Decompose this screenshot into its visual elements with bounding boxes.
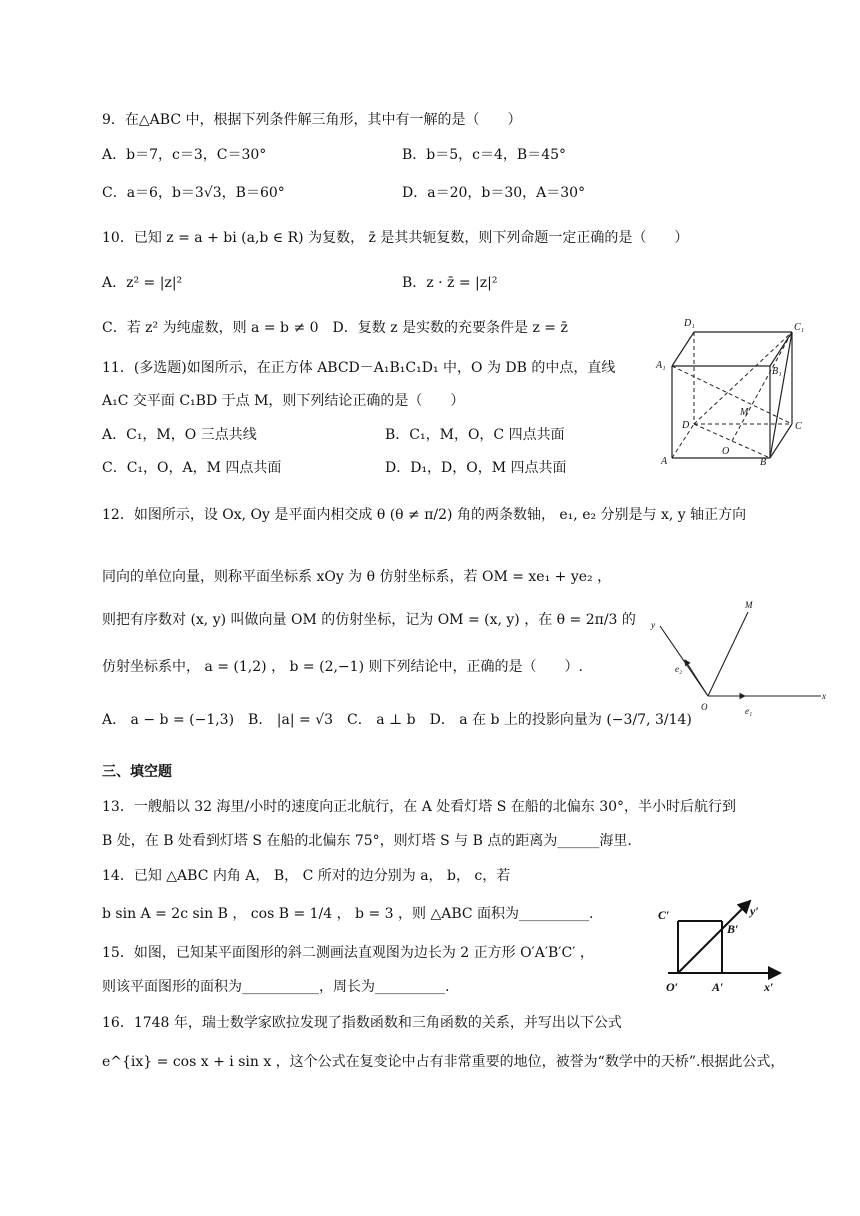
cube-label-c1: C₁: [794, 322, 805, 333]
affine-label-o: O: [701, 702, 708, 712]
q9-option-d: D．a＝20，b＝30，A＝30°: [402, 185, 586, 201]
q13-line2: B 处，在 B 处看到灯塔 S 在船的北偏东 75°，则灯塔 S 与 B 点的距离为______海里.: [102, 833, 632, 849]
oblique-label-c: C′: [658, 908, 670, 922]
q12-line3: 则把有序数对 (x, y) 叫做向量 OM 的仿射坐标，记为 OM = (x, y) ，在 θ = 2π/3 的: [102, 612, 636, 628]
q10-option-a: A．z² = |z|²: [102, 275, 183, 291]
q11-option-a: A．C₁，M，O 三点共线: [102, 427, 257, 443]
affine-label-m: M: [745, 600, 753, 610]
q13-line1: 13．一艘船以 32 海里/小时的速度向正北航行，在 A 处看灯塔 S 在船的北偏东 30°，半小时后航行到: [102, 799, 737, 815]
q14-line2: b sin A = 2c sin B ， cos B = 1/4 ， b = 3 ，则 △ABC 面积为__________.: [102, 906, 594, 922]
q9-stem: 9．在△ABC 中，根据下列条件解三角形，其中有一解的是（ ）: [102, 112, 522, 128]
cube-label-c: C: [795, 421, 802, 432]
q14-line1: 14．已知 △ABC 内角 A， B， C 所对的边分别为 a， b， c，若: [102, 868, 511, 884]
cube-label-o: O: [722, 446, 730, 457]
q15-line2: 则该平面图形的面积为___________，周长为__________.: [102, 979, 450, 995]
cube-label-a1: A₁: [656, 360, 666, 371]
affine-axes-figure: [645, 598, 830, 718]
q10-option-cd: C．若 z² 为纯虚数，则 a = b ≠ 0 D．复数 z 是实数的充要条件是 z = z̄: [102, 320, 568, 336]
cube-label-b: B: [760, 457, 767, 468]
cube-label-a: A: [661, 456, 668, 467]
cube-label-d: D: [682, 420, 690, 431]
q12-line2: 同向的单位向量，则称平面坐标系 xOy 为 θ 仿射坐标系，若 OM = xe₁ + ye₂ ，: [102, 569, 612, 585]
oblique-label-y: y′: [750, 904, 759, 918]
q11-stem-line1: 11．(多选题)如图所示，在正方体 ABCD－A₁B₁C₁D₁ 中，O 为 DB 的中点，直线: [102, 360, 616, 376]
affine-label-e1: e₁: [745, 706, 753, 716]
q10-option-b: B．z · z̄ = |z|²: [402, 275, 498, 291]
q10-stem: 10．已知 z = a + bi (a,b ∈ R) 为复数， z̄ 是其共轭复数，则下列命题一定正确的是（ ）: [102, 230, 689, 246]
cube-label-b1: B₁: [772, 366, 782, 377]
cube-label-d1: D₁: [684, 318, 695, 329]
oblique-label-o: O′: [666, 980, 679, 994]
q11-stem-line2: A₁C 交平面 C₁BD 于点 M，则下列结论正确的是（ ）: [102, 393, 465, 409]
q9-option-a: A．b＝7，c＝3，C＝30°: [102, 147, 267, 163]
oblique-label-a: A′: [712, 980, 724, 994]
q9-option-c: C．a＝6，b＝3√3，B＝60°: [102, 185, 285, 201]
affine-label-y: y: [651, 620, 655, 630]
q12-line4: 仿射坐标系中， a = (1,2) ， b = (2,−1) 则下列结论中，正确的是（ ）.: [102, 659, 583, 675]
cube-figure: [652, 312, 812, 472]
affine-label-e2: e₂: [675, 664, 683, 674]
q11-option-d: D．D₁，D，O，M 四点共面: [385, 460, 567, 476]
q15-line1: 15．如图，已知某平面图形的斜二测画法直观图为边长为 2 正方形 O′A′B′C′ ，: [102, 945, 594, 961]
oblique-label-b: B′: [727, 922, 739, 936]
q16-line1: 16．1748 年，瑞士数学家欧拉发现了指数函数和三角函数的关系，并写出以下公式: [102, 1015, 622, 1031]
section-heading: 三、填空题: [102, 764, 172, 780]
oblique-square-figure: [640, 893, 790, 995]
q12-options: A． a − b = (−1,3) B． |a| = √3 C． a ⊥ b D． a 在 b 上的投影向量为 (−3/7, 3/14): [102, 712, 692, 728]
q9-option-b: B．b＝5，c＝4，B＝45°: [402, 147, 567, 163]
q12-line1: 12．如图所示，设 Ox, Oy 是平面内相交成 θ (θ ≠ π/2) 角的两条数轴， e₁, e₂ 分别是与 x, y 轴正方向: [102, 507, 747, 523]
q11-option-b: B．C₁，M，O，C 四点共面: [385, 427, 565, 443]
oblique-label-x: x′: [764, 980, 774, 994]
q16-line2: e^{ix} = cos x + i sin x ，这个公式在复变论中占有非常重要的地位，被誉为“数学中的天桥”.根据此公式，: [102, 1054, 785, 1070]
q11-option-c: C．C₁，O，A，M 四点共面: [102, 460, 282, 476]
affine-label-x: x: [822, 691, 826, 701]
cube-label-m: M: [740, 407, 749, 418]
